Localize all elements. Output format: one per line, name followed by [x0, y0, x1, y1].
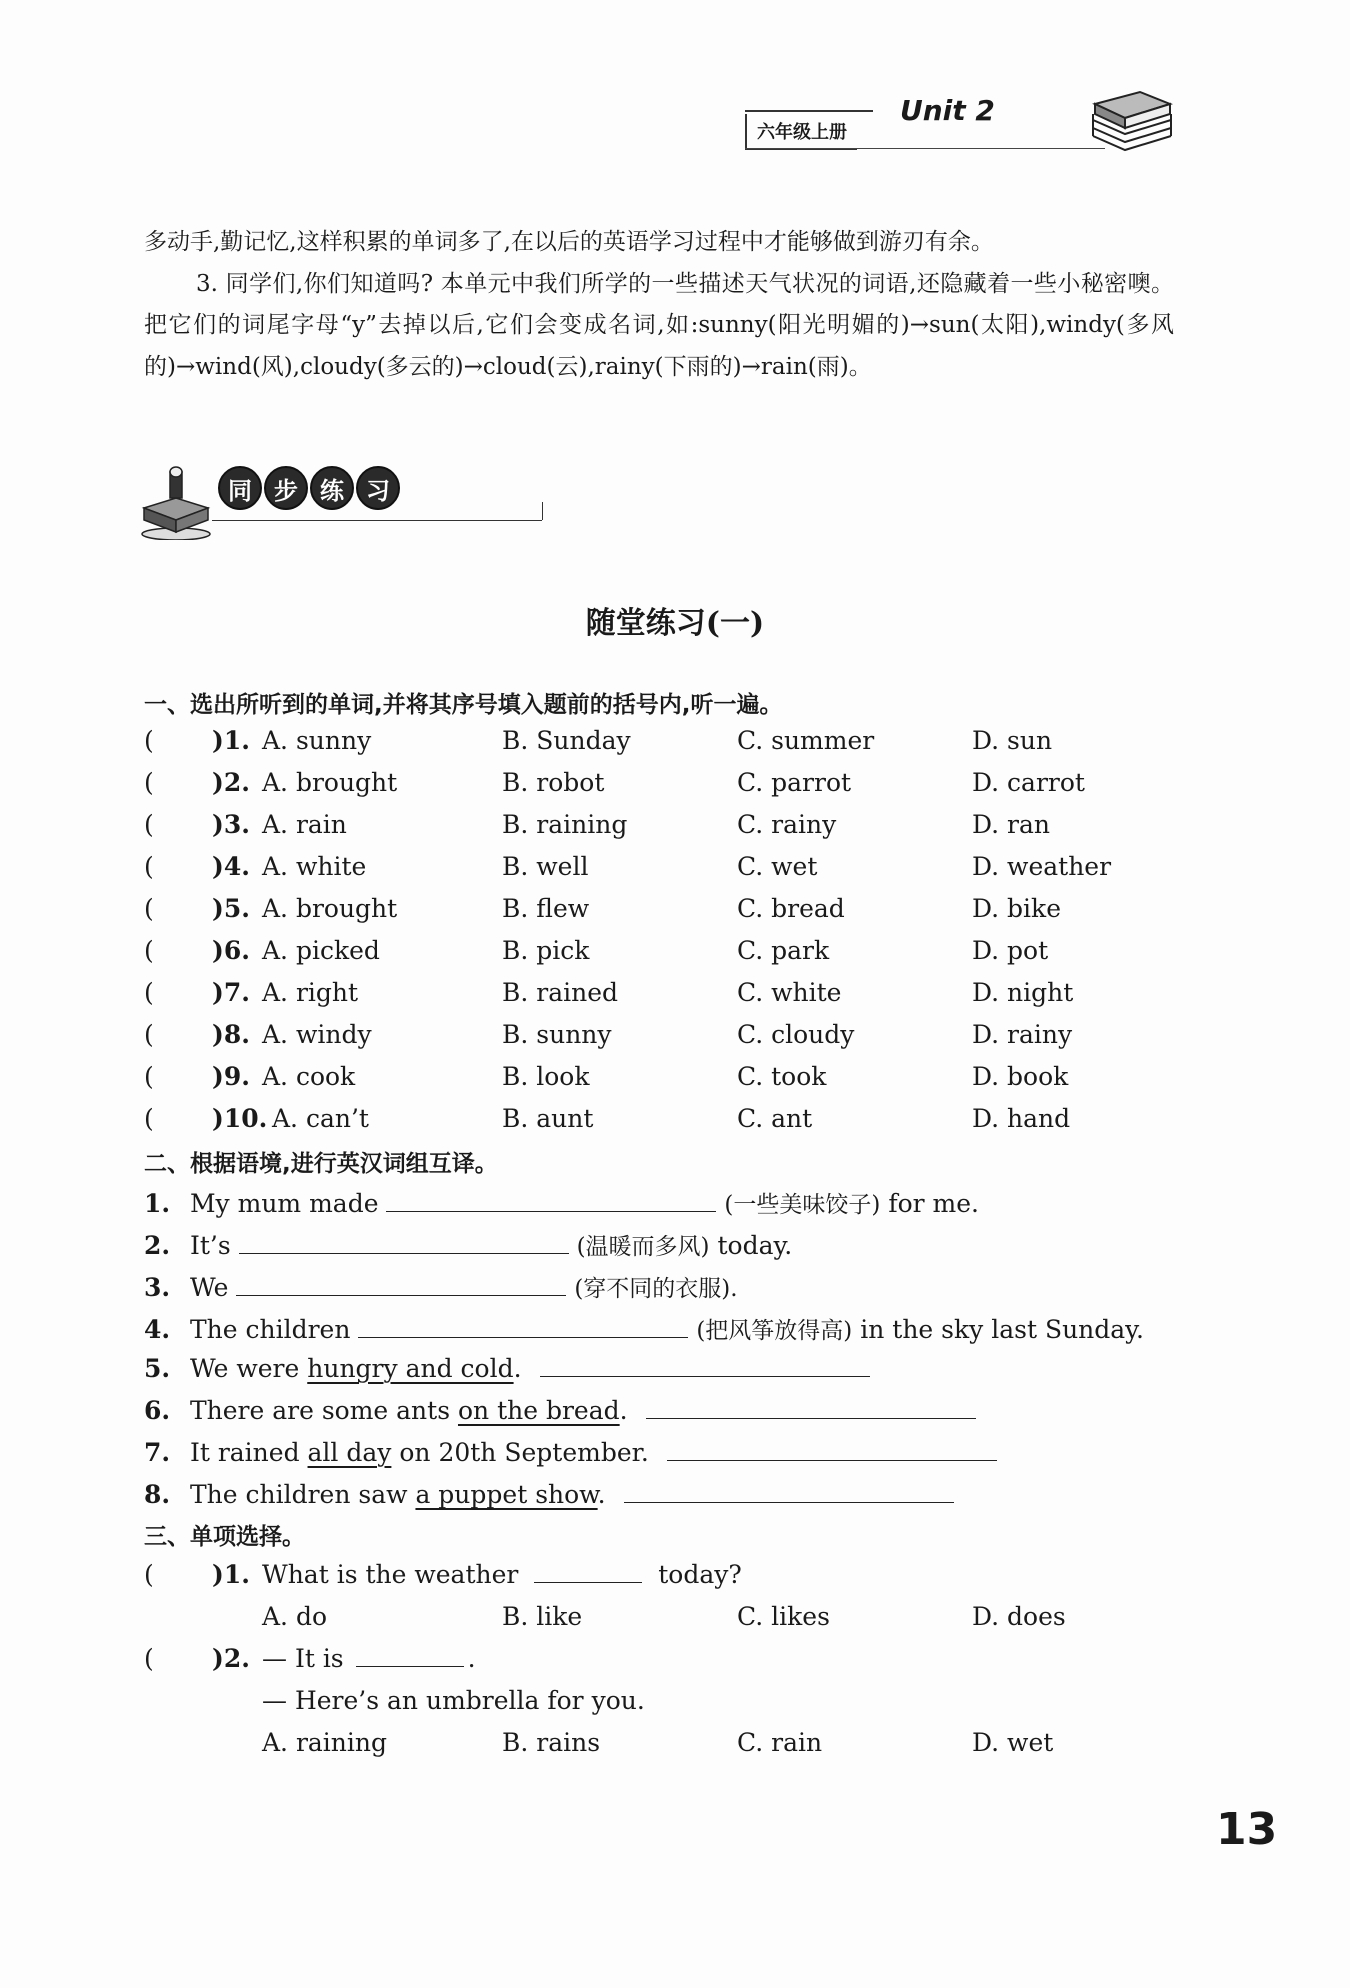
listen-item	[144, 978, 1184, 1018]
unit-label: Unit 2	[900, 94, 995, 127]
item-number: 2.	[144, 1231, 171, 1260]
mc-options	[144, 1602, 1184, 1642]
sentence-end: .	[597, 1480, 606, 1509]
answer-paren: (	[144, 852, 154, 881]
option-d: D. carrot	[972, 768, 1085, 797]
option-b: B. robot	[502, 768, 605, 797]
banner-char: 练	[310, 466, 354, 510]
option-c: C. took	[737, 1062, 827, 1091]
answer-blank[interactable]	[624, 1480, 954, 1503]
question-tail: today?	[658, 1560, 742, 1589]
option-b: B. flew	[502, 894, 590, 923]
option-b: B. like	[502, 1602, 583, 1631]
intro-line: 多动手,勤记忆,这样积累的单词多了,在以后的英语学习过程中才能够做到游刃有余。	[144, 229, 994, 255]
page-title: 随堂练习(一)	[585, 606, 765, 641]
books-icon	[1085, 84, 1175, 154]
banner-char: 习	[356, 466, 400, 510]
mc-options	[144, 1728, 1184, 1768]
sentence-end: on 20th September.	[391, 1438, 649, 1467]
item-number: 3.	[144, 1273, 171, 1302]
option-d: D. book	[972, 1062, 1069, 1091]
option-b: B. look	[502, 1062, 590, 1091]
option-a: A. raining	[262, 1728, 387, 1757]
option-a: A. windy	[262, 1020, 372, 1049]
option-d: D. ran	[972, 810, 1051, 839]
banner-underline	[212, 520, 542, 521]
option-b: B. Sunday	[502, 726, 631, 755]
option-d: D. weather	[972, 852, 1112, 881]
option-d: D. does	[972, 1602, 1066, 1631]
answer-blank[interactable]	[646, 1396, 976, 1419]
option-c: C. rainy	[737, 810, 837, 839]
sentence-start: The children saw	[189, 1480, 416, 1509]
translation-item	[144, 1396, 976, 1425]
sentence-start: The children	[189, 1315, 351, 1344]
banner-char: 同	[218, 466, 262, 510]
grade-label: 六年级上册	[745, 114, 857, 150]
sentence-start: We	[189, 1273, 229, 1302]
answer-blank[interactable]	[239, 1231, 569, 1254]
option-d: D. hand	[972, 1104, 1071, 1133]
chinese-hint: (把风筝放得高)	[696, 1318, 853, 1344]
underlined-phrase: a puppet show	[415, 1480, 598, 1509]
answer-paren: (	[144, 1020, 154, 1049]
answer-paren: (	[144, 726, 154, 755]
banner-title	[218, 466, 400, 510]
section2-heading: 二、根据语境,进行英汉词组互译。	[144, 1151, 498, 1177]
mc-question	[144, 1560, 1184, 1600]
option-c: C. ant	[737, 1104, 813, 1133]
underlined-phrase: all day	[307, 1438, 392, 1467]
item-number: )2.	[212, 1644, 250, 1673]
intro-text	[144, 222, 1174, 388]
answer-paren: (	[144, 768, 154, 797]
question-stem: What is the weather	[262, 1560, 519, 1589]
option-a: A. right	[262, 978, 359, 1007]
option-d: D. rainy	[972, 1020, 1073, 1049]
chinese-hint: (温暖而多风)	[576, 1234, 710, 1260]
sentence-start: There are some ants	[189, 1396, 458, 1425]
sentence-start: We were	[189, 1354, 308, 1383]
option-b: B. sunny	[502, 1020, 612, 1049]
item-number: )3.	[212, 810, 250, 839]
question-tail: .	[467, 1644, 476, 1673]
item-number: )4.	[212, 852, 250, 881]
listen-item	[144, 1062, 1184, 1102]
option-d: D. pot	[972, 936, 1049, 965]
option-d: D. wet	[972, 1728, 1054, 1757]
header-rule	[745, 110, 873, 112]
sentence-end: .	[513, 1354, 522, 1383]
option-b: B. aunt	[502, 1104, 594, 1133]
question-stem: — It is	[262, 1644, 344, 1673]
answer-blank[interactable]	[540, 1354, 870, 1377]
option-a: A. brought	[262, 768, 398, 797]
translation-item	[144, 1186, 979, 1219]
listen-item	[144, 852, 1184, 892]
item-number: 8.	[144, 1480, 171, 1509]
option-a: A. do	[262, 1602, 328, 1631]
option-c: C. rain	[737, 1728, 823, 1757]
option-a: A. rain	[262, 810, 347, 839]
answer-paren: (	[144, 1644, 154, 1673]
section-banner	[138, 458, 418, 540]
listen-item	[144, 1104, 1184, 1144]
answer-paren: (	[144, 894, 154, 923]
header-underline	[745, 148, 1105, 149]
option-c: C. cloudy	[737, 1020, 855, 1049]
option-d: D. bike	[972, 894, 1061, 923]
item-number: )1.	[212, 1560, 250, 1589]
section3-heading: 三、单项选择。	[144, 1524, 305, 1550]
page-header	[745, 96, 1175, 156]
option-b: B. rains	[502, 1728, 601, 1757]
item-number: 1.	[144, 1189, 171, 1218]
answer-paren: (	[144, 1104, 154, 1133]
option-c: C. wet	[737, 852, 818, 881]
answer-paren: (	[144, 978, 154, 1007]
item-number: )1.	[212, 726, 250, 755]
option-a: A. picked	[262, 936, 380, 965]
option-c: C. bread	[737, 894, 845, 923]
question-text	[262, 1644, 476, 1673]
item-number: )10.	[212, 1104, 268, 1133]
item-number: )2.	[212, 768, 250, 797]
option-b: B. rained	[502, 978, 619, 1007]
sentence-end: today.	[717, 1231, 793, 1260]
listen-item	[144, 936, 1184, 976]
sentence-end: in the sky last Sunday.	[860, 1315, 1144, 1344]
option-c: C. summer	[737, 726, 875, 755]
translation-item	[144, 1270, 738, 1303]
sentence-end: for me.	[888, 1189, 979, 1218]
option-c: C. white	[737, 978, 842, 1007]
option-a: A. sunny	[262, 726, 372, 755]
answer-blank[interactable]	[356, 1644, 464, 1667]
listen-item	[144, 894, 1184, 934]
option-a: A. brought	[262, 894, 398, 923]
option-a: A. white	[262, 852, 367, 881]
answer-paren: (	[144, 1560, 154, 1589]
answer-blank[interactable]	[358, 1315, 688, 1338]
answer-blank[interactable]	[667, 1438, 997, 1461]
answer-paren: (	[144, 1062, 154, 1091]
translation-item	[144, 1354, 870, 1383]
sentence-start: My mum made	[189, 1189, 379, 1218]
book-stack-icon	[138, 458, 212, 540]
option-d: D. night	[972, 978, 1074, 1007]
answer-blank[interactable]	[386, 1189, 716, 1212]
chinese-hint: (穿不同的衣服).	[574, 1276, 738, 1302]
item-number: )5.	[212, 894, 250, 923]
item-number: 6.	[144, 1396, 171, 1425]
tip-paragraph: 3. 同学们,你们知道吗? 本单元中我们所学的一些描述天气状况的词语,还隐藏着一些小秘密噢。把它们的词尾字母“y”去掉以后,它们会变成名词,如:sunny(阳光明媚的)→sun(太阳),windy(多风的)→wind(风),cloudy(多云的)→cloud(云),rainy(下雨的)→rain(雨)。	[144, 270, 1174, 380]
item-number: 4.	[144, 1315, 171, 1344]
page-number: 13	[1216, 1804, 1278, 1855]
chinese-hint: (一些美味饺子)	[724, 1192, 881, 1218]
question-reply: — Here’s an umbrella for you.	[262, 1686, 645, 1715]
question-text	[262, 1560, 742, 1589]
item-number: )8.	[212, 1020, 250, 1049]
item-number: )9.	[212, 1062, 250, 1091]
option-b: B. raining	[502, 810, 628, 839]
listen-item	[144, 1020, 1184, 1060]
section1-heading: 一、选出所听到的单词,并将其序号填入题前的括号内,听一遍。	[144, 692, 783, 718]
banner-char: 步	[264, 466, 308, 510]
listen-item	[144, 768, 1184, 808]
underlined-phrase: on the bread	[457, 1396, 620, 1425]
sentence-start: It rained	[189, 1438, 308, 1467]
mc-question-line	[144, 1686, 1184, 1726]
answer-blank[interactable]	[236, 1273, 566, 1296]
option-a: A. cook	[262, 1062, 356, 1091]
translation-item	[144, 1228, 792, 1261]
option-b: B. pick	[502, 936, 590, 965]
banner-tick	[542, 502, 543, 520]
mc-question	[144, 1644, 1184, 1684]
sentence-start: It’s	[189, 1231, 231, 1260]
option-c: C. likes	[737, 1602, 830, 1631]
listen-item	[144, 726, 1184, 766]
option-a: A. can’t	[272, 1104, 369, 1133]
sentence-end: .	[619, 1396, 628, 1425]
listen-item	[144, 810, 1184, 850]
item-number: 5.	[144, 1354, 171, 1383]
underlined-phrase: hungry and cold	[307, 1354, 514, 1383]
option-b: B. well	[502, 852, 589, 881]
answer-paren: (	[144, 810, 154, 839]
option-d: D. sun	[972, 726, 1053, 755]
item-number: 7.	[144, 1438, 171, 1467]
option-c: C. parrot	[737, 768, 852, 797]
translation-item	[144, 1312, 1144, 1345]
item-number: )7.	[212, 978, 250, 1007]
option-c: C. park	[737, 936, 830, 965]
translation-item	[144, 1480, 954, 1509]
answer-blank[interactable]	[534, 1560, 642, 1583]
item-number: )6.	[212, 936, 250, 965]
translation-item	[144, 1438, 997, 1467]
answer-paren: (	[144, 936, 154, 965]
